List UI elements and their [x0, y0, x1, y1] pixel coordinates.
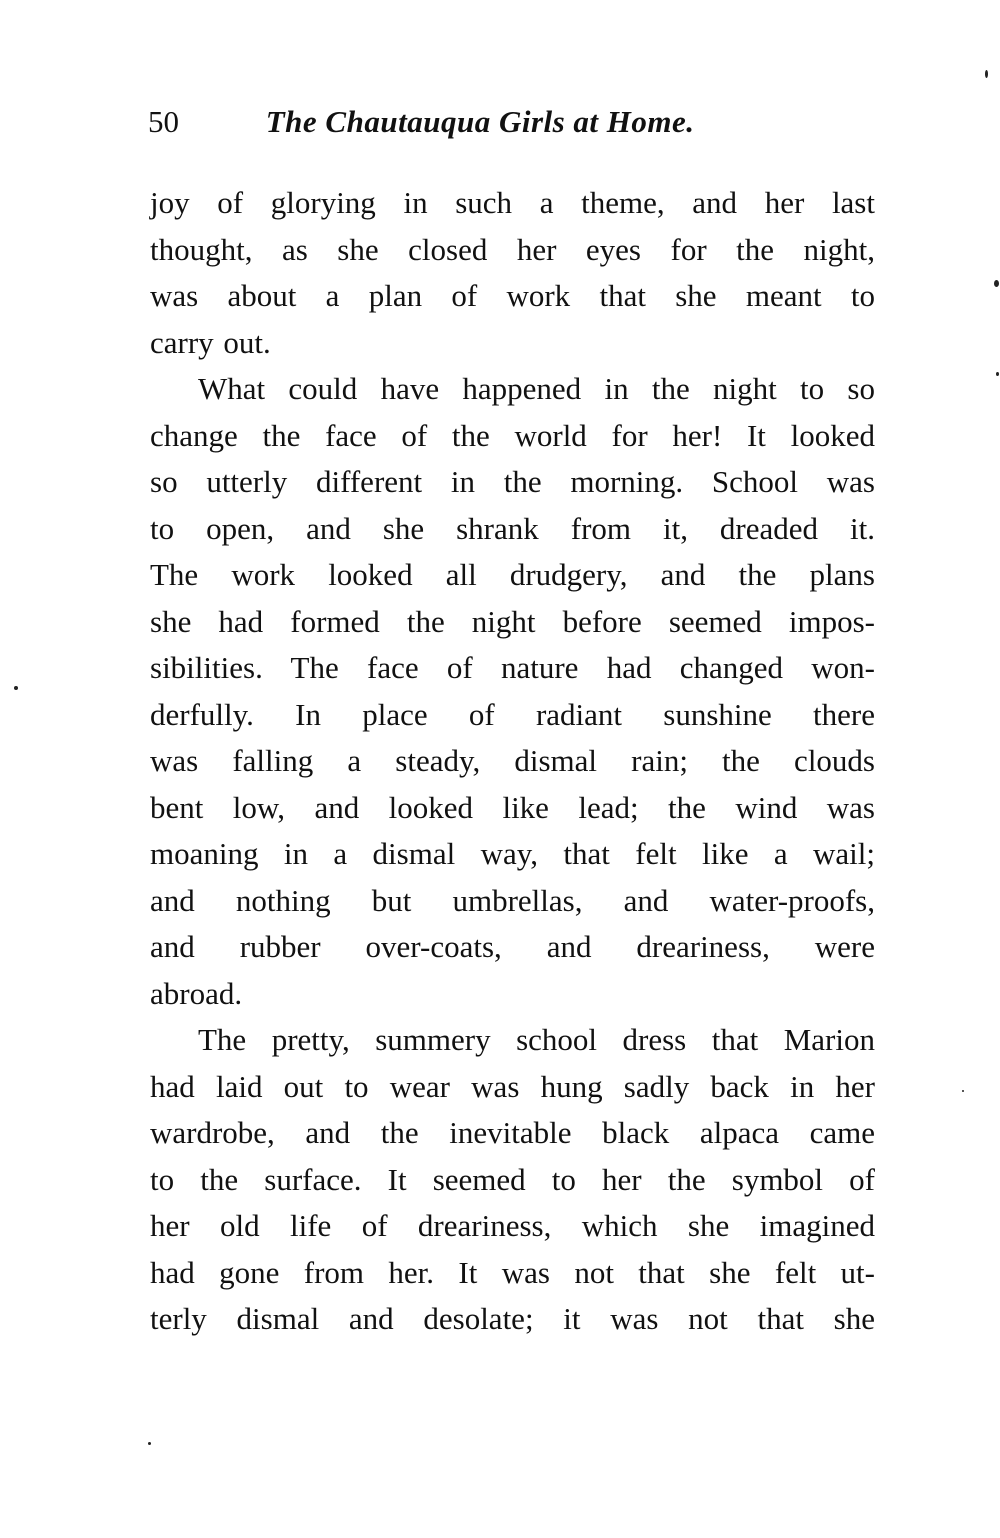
text-line: had gone from her. It was not that she felt ut- [150, 1254, 875, 1290]
running-title: The Chautauqua Girls at Home. [265, 104, 695, 139]
text-line: was about a plan of work that she meant to [150, 278, 875, 313]
scan-speck [994, 280, 999, 287]
running-head [148, 102, 848, 142]
scan-speck [148, 1442, 151, 1445]
body-text [150, 180, 875, 1343]
text-line: sibilities. The face of nature had changed won- [150, 650, 875, 685]
text-line: change the face of the world for her! It looked [150, 417, 875, 453]
paragraph-3 [150, 1017, 875, 1343]
text-line: thought, as she closed her eyes for the night, [150, 231, 875, 267]
text-line: abroad. [150, 975, 243, 1011]
text-line: her old life of dreariness, which she imagined [150, 1208, 875, 1243]
text-line: moaning in a dismal way, that felt like a wail; [150, 836, 875, 871]
text-line: The work looked all drudgery, and the plans [150, 557, 875, 592]
text-line: bent low, and looked like lead; the wind was [150, 789, 875, 825]
text-line: joy of glorying in such a theme, and her last [150, 185, 875, 220]
text-line: wardrobe, and the inevitable black alpaca came [150, 1115, 875, 1150]
text-line: was falling a steady, dismal rain; the clouds [150, 743, 875, 778]
text-line: The pretty, summery school dress that Marion [198, 1022, 875, 1057]
text-line: and nothing but umbrellas, and water-proofs, [150, 882, 875, 918]
scan-speck [962, 1090, 964, 1092]
text-line: carry out. [150, 324, 271, 360]
text-line: terly dismal and desolate; it was not that she [150, 1301, 875, 1336]
text-line: had laid out to wear was hung sadly back in her [150, 1068, 875, 1104]
text-line: derfully. In place of radiant sunshine there [150, 696, 875, 732]
text-line: and rubber over-coats, and dreariness, were [150, 929, 875, 964]
scan-speck [996, 372, 999, 376]
scan-speck [985, 70, 988, 78]
text-line: to the surface. It seemed to her the symbol of [150, 1161, 875, 1197]
text-line: to open, and she shrank from it, dreaded it. [150, 510, 875, 546]
text-line: so utterly different in the morning. School was [150, 464, 875, 499]
scan-speck [14, 686, 18, 690]
page-number: 50 [148, 104, 179, 139]
paragraph-2 [150, 366, 875, 1017]
text-line: What could have happened in the night to so [198, 371, 875, 406]
text-line: she had formed the night before seemed impos- [150, 603, 875, 639]
paragraph-1 [150, 180, 875, 366]
